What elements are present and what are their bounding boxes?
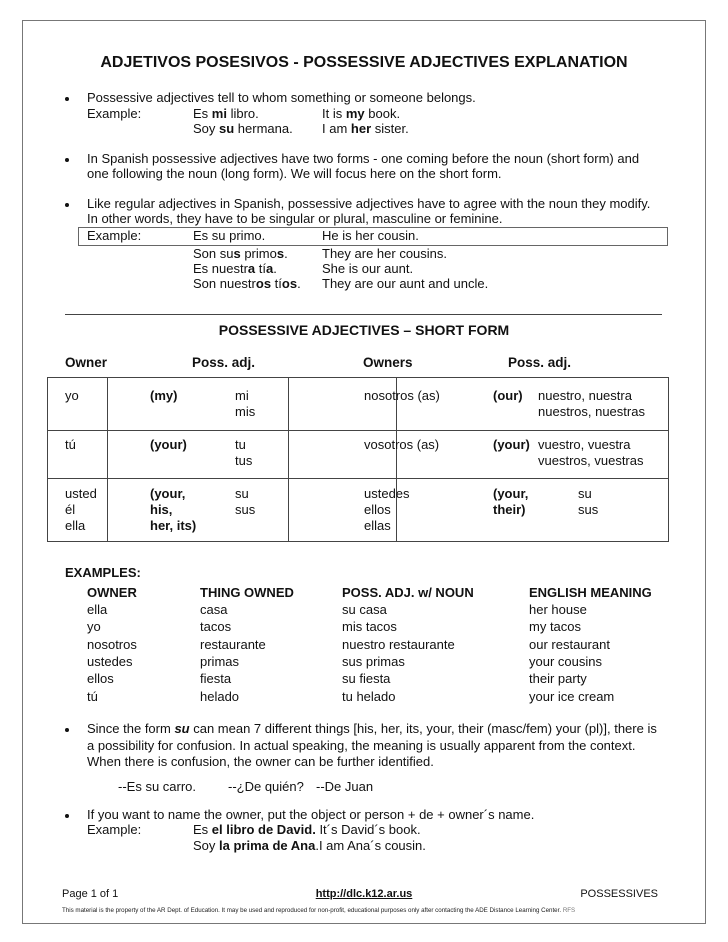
examples-cell: my tacos bbox=[529, 619, 582, 635]
text-segment: It is bbox=[322, 106, 346, 121]
bullet-icon bbox=[65, 158, 69, 162]
text-segment: .I am Ana´s cousin. bbox=[315, 838, 426, 853]
text-segment: tí bbox=[271, 276, 282, 291]
example-spanish bbox=[193, 121, 293, 136]
text-segment: book. bbox=[364, 106, 401, 121]
table-cell-owners: nosotros (as) bbox=[364, 388, 440, 403]
example-english bbox=[322, 106, 400, 121]
bullet-text: one following the noun (long form). We will focus here on the short form. bbox=[87, 166, 502, 181]
text-segment: It´s David´s book. bbox=[315, 822, 421, 837]
examples-cell: ella bbox=[87, 602, 108, 617]
examples-cell: casa bbox=[200, 602, 228, 617]
emphasized-text: mi bbox=[211, 106, 227, 121]
table-cell-owner: yo bbox=[65, 388, 79, 403]
table-header: Poss. adj. bbox=[192, 355, 256, 370]
dialog-line: --¿De quién? bbox=[228, 779, 304, 794]
bullet-icon bbox=[65, 814, 69, 818]
text-segment: She is our aunt. bbox=[322, 261, 414, 276]
text-segment: sister. bbox=[371, 121, 409, 136]
example-english bbox=[322, 261, 413, 276]
website-link[interactable]: http://dlc.k12.ar.us bbox=[315, 888, 413, 900]
examples-cell: your cousins bbox=[529, 653, 602, 669]
table-cell-owner: él bbox=[65, 502, 76, 517]
text-segment: Es bbox=[193, 822, 212, 837]
table-cell-adj-pl: su bbox=[578, 486, 592, 501]
bullet-text: In other words, they have to be singular or plural, masculine or feminine. bbox=[87, 211, 503, 226]
example-spanish bbox=[193, 276, 301, 291]
bullet-icon bbox=[65, 97, 69, 101]
table-cell-adj-pl: nuestros, nuestras bbox=[538, 404, 645, 419]
examples-cell: tú bbox=[87, 688, 98, 704]
examples-header: ENGLISH MEANING bbox=[529, 585, 652, 600]
text-segment: I am bbox=[322, 121, 351, 136]
table-cell-adj: tu bbox=[235, 437, 246, 452]
emphasized-text: s bbox=[276, 246, 285, 261]
table-header: Poss. adj. bbox=[508, 355, 572, 370]
text-segment: Soy bbox=[193, 838, 220, 853]
page-number: Page 1 of 1 bbox=[62, 888, 119, 900]
bullet-text bbox=[87, 721, 657, 736]
table-cell-adj-pl: nuestro, nuestra bbox=[538, 388, 632, 403]
table-cell-adj-pl: sus bbox=[578, 502, 599, 517]
table-cell-adj: sus bbox=[235, 502, 256, 517]
example-label: Example: bbox=[87, 106, 142, 121]
examples-header: POSS. ADJ. w/ NOUN bbox=[342, 585, 474, 600]
text-segment: can mean 7 different things [his, her, its, your, their (masc/fem) your (pl)], there is bbox=[189, 721, 657, 736]
table-cell-eng: (your, bbox=[150, 486, 186, 501]
emphasized-text: su bbox=[174, 721, 190, 736]
example-spanish bbox=[193, 261, 277, 276]
table-cell-adj: tus bbox=[235, 453, 253, 468]
emphasized-text: os bbox=[281, 276, 298, 291]
emphasized-text: a bbox=[247, 261, 256, 276]
table-cell-owners: ellos bbox=[364, 502, 391, 517]
table-header: Owner bbox=[65, 355, 108, 370]
text-segment: Es su primo. bbox=[193, 228, 266, 243]
table-cell-eng-pl: (our) bbox=[493, 388, 523, 403]
table-cell-adj: mi bbox=[235, 388, 249, 403]
text-segment: Soy bbox=[193, 121, 220, 136]
bullet-text: If you want to name the owner, put the object or person + de + owner´s name. bbox=[87, 807, 535, 822]
text-segment: Es nuestr bbox=[193, 261, 248, 276]
page-title: ADJETIVOS POSESIVOS - POSSESSIVE ADJECTIVES EXPLANATION bbox=[100, 54, 628, 71]
examples-cell: mis tacos bbox=[342, 619, 397, 635]
bullet-text: Possessive adjectives tell to whom something or someone belongs. bbox=[87, 90, 476, 105]
table-header: Owners bbox=[363, 355, 413, 370]
text-segment: tí bbox=[255, 261, 266, 276]
examples-header: THING OWNED bbox=[200, 585, 294, 600]
example-sentence bbox=[193, 838, 426, 853]
copyright-notice: This material is the property of the AR Dept. of Education. It may be used and reproduced for non-profit, educational purposes only after contacting the ADE Distance Learning Center. bbox=[62, 907, 562, 914]
examples-header: OWNER bbox=[87, 585, 137, 600]
table-cell-eng: his, bbox=[150, 502, 173, 517]
example-spanish bbox=[193, 228, 265, 243]
section-label: POSSESSIVES bbox=[580, 888, 658, 900]
examples-heading: EXAMPLES: bbox=[65, 565, 141, 580]
examples-cell: ustedes bbox=[87, 653, 133, 669]
text-segment: primo bbox=[240, 246, 277, 261]
table-cell-eng: (my) bbox=[150, 388, 178, 403]
table-cell-eng-pl: (your, bbox=[493, 486, 529, 501]
dialog-line: --Es su carro. bbox=[118, 779, 197, 794]
table-cell-owner: ella bbox=[65, 518, 86, 533]
text-segment: Es bbox=[193, 106, 212, 121]
example-label: Example: bbox=[87, 822, 142, 837]
example-english bbox=[322, 276, 488, 291]
examples-cell: nosotros bbox=[87, 636, 137, 652]
examples-cell: your ice cream bbox=[529, 688, 615, 704]
text-segment: . bbox=[273, 261, 277, 276]
table-cell-eng: (your) bbox=[150, 437, 187, 452]
bullet-text: Like regular adjectives in Spanish, possessive adjectives have to agree with the noun they modify. bbox=[87, 196, 651, 211]
examples-cell: sus primas bbox=[342, 653, 405, 669]
text-segment: . bbox=[297, 276, 301, 291]
example-sentence bbox=[193, 822, 421, 837]
example-label: Example: bbox=[87, 228, 142, 243]
author-initials: RFS bbox=[562, 907, 576, 914]
table-cell-adj: su bbox=[235, 486, 249, 501]
emphasized-text: la prima de Ana bbox=[219, 838, 316, 853]
emphasized-text: os bbox=[255, 276, 272, 291]
examples-cell: yo bbox=[87, 619, 101, 635]
text-segment: Son su bbox=[193, 246, 234, 261]
examples-cell: tacos bbox=[200, 619, 232, 635]
example-english bbox=[322, 246, 447, 261]
text-segment: libro. bbox=[226, 106, 259, 121]
text-segment: They are her cousins. bbox=[322, 246, 448, 261]
text-segment: Since the form bbox=[87, 721, 175, 736]
examples-cell: tu helado bbox=[342, 688, 396, 704]
emphasized-text: my bbox=[345, 106, 365, 121]
example-english bbox=[322, 228, 419, 243]
dialog-line: --De Juan bbox=[316, 779, 374, 794]
bullet-text: In Spanish possessive adjectives have two forms - one coming before the noun (short form) and bbox=[87, 151, 640, 166]
examples-cell: primas bbox=[200, 653, 240, 669]
table-cell-adj-pl: vuestros, vuestras bbox=[538, 453, 644, 468]
table-cell-owners: ustedes bbox=[364, 486, 410, 501]
emphasized-text: her bbox=[350, 121, 372, 136]
table-cell-owners: ellas bbox=[364, 518, 391, 533]
text-segment: They are our aunt and uncle. bbox=[322, 276, 489, 291]
examples-cell: their party bbox=[529, 671, 587, 687]
emphasized-text: a bbox=[266, 261, 274, 276]
table-cell-eng-pl: their) bbox=[493, 502, 526, 517]
examples-cell: nuestro restaurante bbox=[342, 636, 455, 652]
table-cell-owners: vosotros (as) bbox=[364, 437, 440, 452]
examples-cell: her house bbox=[529, 602, 587, 617]
bullet-icon bbox=[65, 203, 69, 207]
text-segment: hermana. bbox=[234, 121, 293, 136]
table-cell-adj: mis bbox=[235, 404, 256, 419]
table-cell-adj-pl: vuestro, vuestra bbox=[538, 437, 631, 452]
examples-cell: restaurante bbox=[200, 636, 266, 652]
example-spanish bbox=[193, 246, 288, 261]
examples-cell: fiesta bbox=[200, 671, 232, 687]
divider bbox=[65, 314, 662, 315]
table-cell-owner: usted bbox=[65, 486, 97, 501]
section-title: POSSESSIVE ADJECTIVES – SHORT FORM bbox=[218, 322, 510, 338]
examples-cell: our restaurant bbox=[529, 636, 610, 652]
examples-cell: ellos bbox=[87, 671, 114, 687]
example-spanish bbox=[193, 106, 259, 121]
emphasized-text: su bbox=[219, 121, 235, 136]
emphasized-text: s bbox=[233, 246, 241, 261]
table-cell-owner: tú bbox=[65, 437, 76, 452]
examples-cell: helado bbox=[200, 688, 240, 704]
example-english bbox=[322, 121, 409, 136]
text-segment: He is her cousin. bbox=[322, 228, 419, 243]
examples-cell: su casa bbox=[342, 602, 387, 617]
table-cell-eng: her, its) bbox=[150, 518, 197, 533]
examples-cell: su fiesta bbox=[342, 671, 391, 687]
emphasized-text: el libro de David. bbox=[211, 822, 316, 837]
text-segment: . bbox=[284, 246, 288, 261]
table-cell-eng-pl: (your) bbox=[493, 437, 530, 452]
text-segment: Son nuestr bbox=[193, 276, 256, 291]
bullet-icon bbox=[65, 728, 69, 732]
bullet-text: When there is confusion, the owner can be further identified. bbox=[87, 754, 434, 769]
bullet-text: a possibility for confusion. In actual speaking, the meaning is usually apparent from the context. bbox=[87, 738, 636, 753]
